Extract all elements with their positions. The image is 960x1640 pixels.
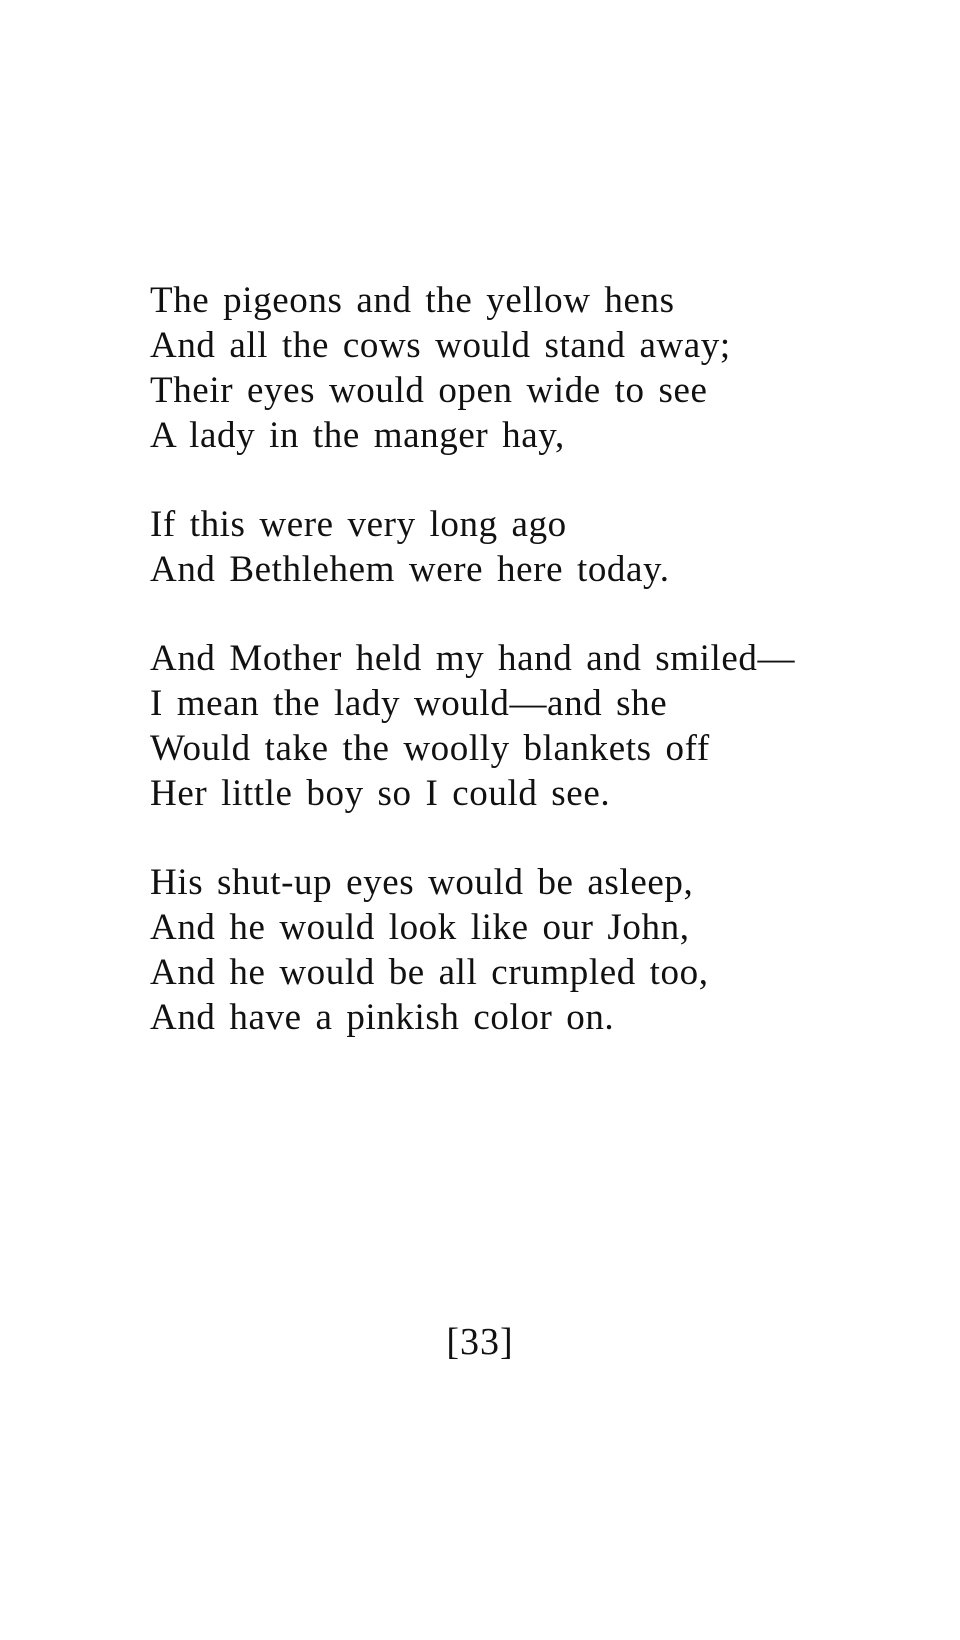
poem-line: Their eyes would open wide to see [150,370,708,411]
poem-line: His shut-up eyes would be asleep, [150,862,694,903]
poem-line: If this were very long ago [150,504,567,545]
poem-line: And Bethlehem were here today. [150,549,670,590]
poem-line: And he would be all crumpled too, [150,952,709,993]
poem-line: A lady in the manger hay, [150,415,565,456]
poem-line: And he would look like our John, [150,907,690,948]
poem-body [150,278,910,1084]
poem-line: And all the cows would stand away; [150,325,731,366]
stanza-1 [150,278,910,458]
poem-line: And have a pinkish color on. [150,997,615,1038]
stanza-2 [150,502,910,592]
poem-line: Her little boy so I could see. [150,773,611,814]
poem-line: Would take the woolly blankets off [150,728,710,769]
stanza-3 [150,636,910,816]
page-number: [33] [446,1321,514,1363]
poem-line: And Mother held my hand and smiled— [150,638,796,679]
poem-line: The pigeons and the yellow hens [150,280,675,321]
stanza-4 [150,860,910,1040]
poem-line: I mean the lady would—and she [150,683,668,724]
